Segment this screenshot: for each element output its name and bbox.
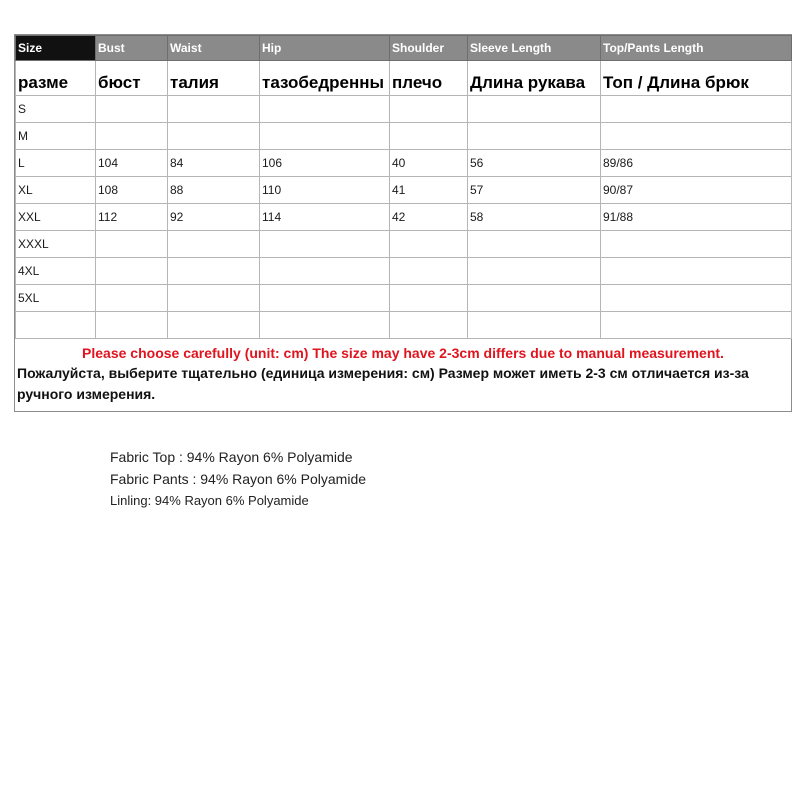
table-cell: [16, 312, 96, 339]
table-cell: [468, 285, 601, 312]
header-cell: Top/Pants Length: [601, 36, 792, 61]
table-cell: 106: [260, 150, 390, 177]
table-cell: XXXL: [16, 231, 96, 258]
header-cell: Sleeve Length: [468, 36, 601, 61]
table-cell: [260, 123, 390, 150]
table-cell: [390, 312, 468, 339]
table-cell: 4XL: [16, 258, 96, 285]
table-cell: [168, 312, 260, 339]
table-cell: XXL: [16, 204, 96, 231]
header-row-russian: [16, 61, 792, 96]
table-cell: [601, 231, 792, 258]
table-cell: 89/86: [601, 150, 792, 177]
fabric-lining-text: Linling: 94% Rayon 6% Polyamide: [110, 493, 309, 508]
table-cell: 5XL: [16, 285, 96, 312]
table-row: [16, 150, 792, 177]
header-cell: Hip: [260, 36, 390, 61]
table-cell: [168, 96, 260, 123]
header-cell-ru: Длина рукава: [468, 61, 601, 96]
table-cell: [96, 312, 168, 339]
table-row: [16, 258, 792, 285]
table-cell: 110: [260, 177, 390, 204]
header-cell: Size: [16, 36, 96, 61]
table-cell: L: [16, 150, 96, 177]
table-cell: [260, 258, 390, 285]
table-cell: XL: [16, 177, 96, 204]
table-row: [16, 177, 792, 204]
table-cell: [601, 285, 792, 312]
table-cell: 90/87: [601, 177, 792, 204]
warning-text-english: Please choose carefully (unit: cm) The size may have 2-3cm differs due to manual measurement.: [82, 345, 724, 361]
table-cell: [468, 312, 601, 339]
header-cell-ru: разме: [16, 61, 96, 96]
table-cell: [390, 285, 468, 312]
table-cell: 57: [468, 177, 601, 204]
table-cell: 88: [168, 177, 260, 204]
table-cell: 91/88: [601, 204, 792, 231]
header-cell-ru: бюст: [96, 61, 168, 96]
table-cell: S: [16, 96, 96, 123]
measurement-note: [15, 339, 791, 411]
header-cell-ru: плечо: [390, 61, 468, 96]
table-cell: 104: [96, 150, 168, 177]
table-cell: 41: [390, 177, 468, 204]
table-row: [16, 123, 792, 150]
table-cell: [601, 123, 792, 150]
fabric-pants-text: Fabric Pants : 94% Rayon 6% Polyamide: [110, 471, 367, 487]
table-cell: [468, 123, 601, 150]
table-cell: 84: [168, 150, 260, 177]
header-cell: Bust: [96, 36, 168, 61]
header-cell-ru: тазобедренны: [260, 61, 390, 96]
table-cell: 112: [96, 204, 168, 231]
table-cell: [96, 231, 168, 258]
header-row-english: [16, 36, 792, 61]
header-cell: Waist: [168, 36, 260, 61]
table-cell: 40: [390, 150, 468, 177]
table-cell: 42: [390, 204, 468, 231]
size-chart: [14, 34, 792, 412]
table-cell: [468, 231, 601, 258]
table-cell: [260, 285, 390, 312]
table-cell: [468, 96, 601, 123]
header-cell-ru: Топ / Длина брюк: [601, 61, 792, 96]
table-cell: [168, 231, 260, 258]
table-cell: [601, 258, 792, 285]
table-cell: [390, 123, 468, 150]
table-cell: [96, 123, 168, 150]
table-cell: [390, 231, 468, 258]
table-cell: 92: [168, 204, 260, 231]
table-cell: [96, 285, 168, 312]
table-row: [16, 231, 792, 258]
header-cell-ru: талия: [168, 61, 260, 96]
table-cell: [390, 258, 468, 285]
table-row: [16, 285, 792, 312]
table-cell: [96, 96, 168, 123]
fabric-top-text: Fabric Top : 94% Rayon 6% Polyamide: [110, 449, 353, 465]
table-row: [16, 204, 792, 231]
table-cell: [260, 231, 390, 258]
table-cell: [260, 312, 390, 339]
table-cell: [260, 96, 390, 123]
table-row: [16, 312, 792, 339]
table-cell: 56: [468, 150, 601, 177]
fabric-info: [110, 446, 366, 512]
table-cell: [468, 258, 601, 285]
table-cell: 58: [468, 204, 601, 231]
table-row: [16, 96, 792, 123]
table-cell: [601, 312, 792, 339]
table-cell: 108: [96, 177, 168, 204]
size-table: [15, 35, 792, 339]
warning-text-russian: Пожалуйста, выберите тщательно (единица измерения: см) Размер может иметь 2-3 см отличается из-за ручного измерения.: [17, 365, 749, 402]
table-cell: [390, 96, 468, 123]
table-cell: [168, 285, 260, 312]
table-cell: [168, 258, 260, 285]
table-cell: [601, 96, 792, 123]
table-cell: [96, 258, 168, 285]
header-cell: Shoulder: [390, 36, 468, 61]
table-cell: [168, 123, 260, 150]
table-cell: 114: [260, 204, 390, 231]
table-cell: M: [16, 123, 96, 150]
